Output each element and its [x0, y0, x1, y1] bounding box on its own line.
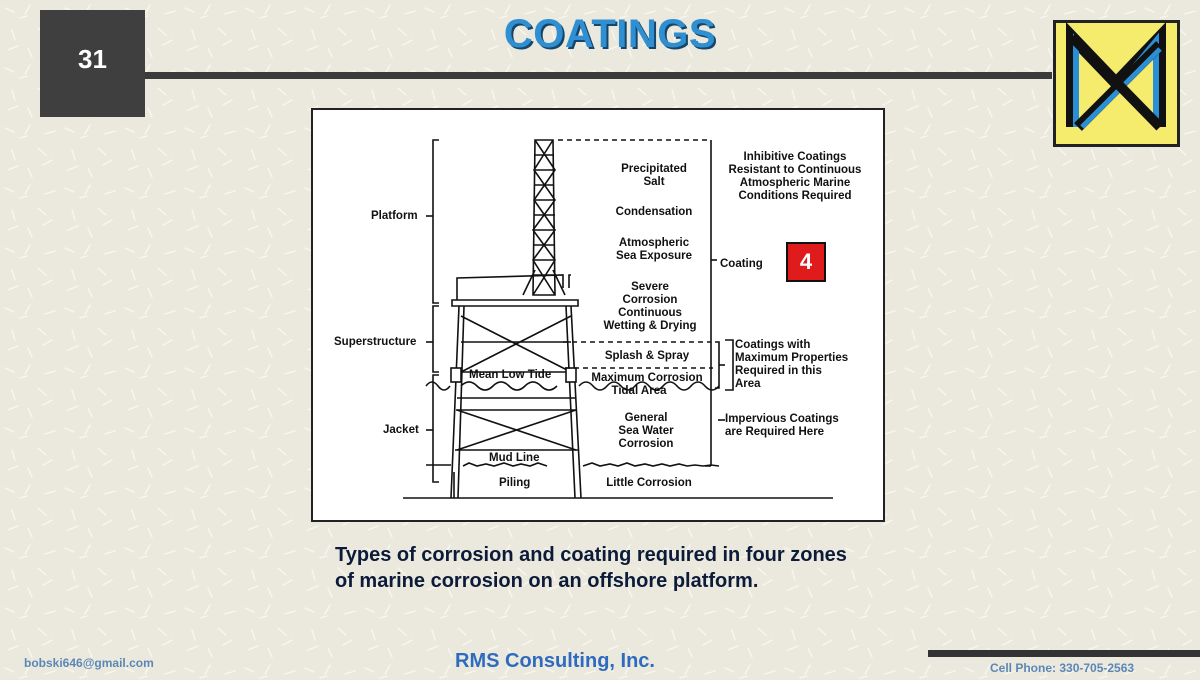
inhibitive-coatings-label: Inhibitive Coatings Resistant to Continuous Atmospheric Marine Conditions Required — [728, 151, 862, 202]
general-sea-water-label: General Sea Water Corrosion — [618, 412, 674, 450]
company-logo — [1053, 20, 1180, 147]
severe-corrosion-label: Severe Corrosion Continuous Wetting & Drying — [603, 281, 697, 332]
little-corrosion-label: Little Corrosion — [606, 477, 692, 489]
impervious-coatings-label: Impervious Coatings are Required Here — [725, 413, 839, 438]
max-properties-label: Coatings with Maximum Properties Required in this Area — [735, 339, 849, 390]
maximum-corrosion-label: Maximum Corrosion — [591, 372, 703, 384]
figure-caption: Types of corrosion and coating required in four zones of marine corrosion on an offshore platform. — [335, 544, 847, 592]
atmospheric-label: Atmospheric Sea Exposure — [615, 237, 693, 262]
condensation-label: Condensation — [615, 206, 693, 218]
platform-diagram — [311, 108, 885, 522]
zone-label-superstructure: Superstructure — [334, 336, 417, 348]
title-rule — [145, 72, 1052, 79]
footer-company: RMS Consulting, Inc. — [455, 650, 655, 672]
mean-low-tide-label: Mean Low Tide — [469, 369, 552, 381]
piling-label: Piling — [499, 477, 531, 489]
coating-label: Coating — [720, 258, 763, 270]
slide-title: COATINGS — [503, 12, 717, 56]
splash-spray-label: Splash & Spray — [604, 350, 690, 362]
footer-phone: Cell Phone: 330-705-2563 — [990, 661, 1135, 675]
footer-email: bobski646@gmail.com — [24, 656, 154, 670]
mud-line-label: Mud Line — [489, 452, 540, 464]
tidal-area-label: Tidal Area — [611, 385, 667, 397]
precipitated-salt-label: Precipitated Salt — [621, 163, 687, 188]
zone-label-platform: Platform — [371, 210, 418, 222]
zone-label-jacket: Jacket — [383, 424, 419, 436]
coating-number-badge: 4 — [786, 242, 826, 282]
footer-rule — [928, 650, 1200, 657]
slide-number: 31 — [40, 10, 145, 117]
